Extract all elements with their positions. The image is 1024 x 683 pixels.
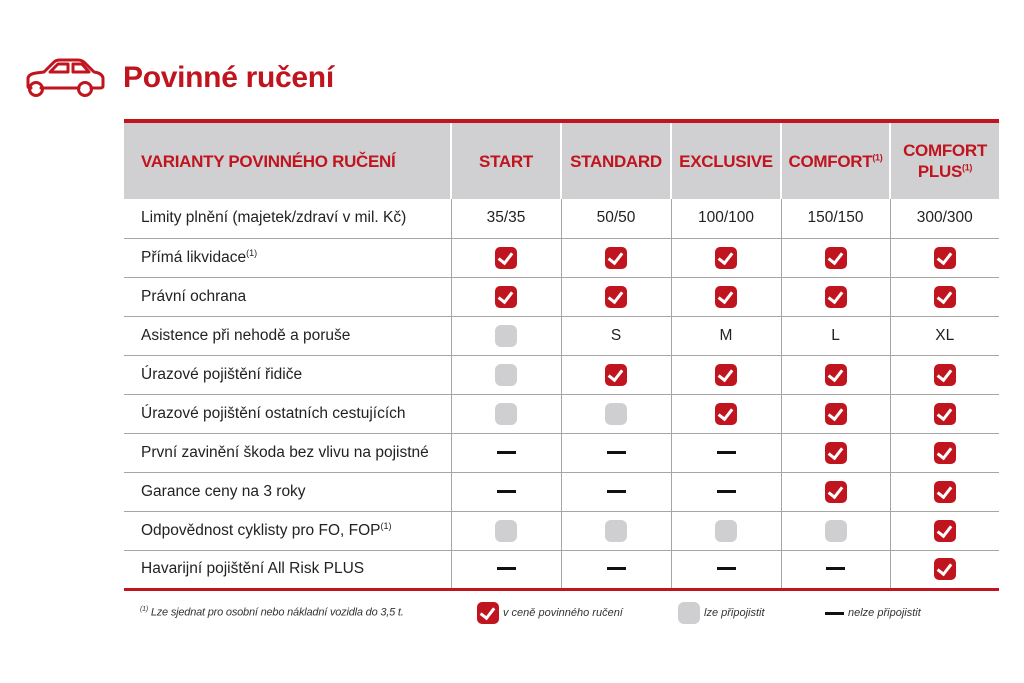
- table-footer: [0, 598, 1024, 628]
- check-icon: [934, 364, 956, 386]
- cell-comfort: [781, 433, 890, 472]
- cell-comfort-plus: [890, 394, 999, 433]
- cell-exclusive: [671, 472, 781, 511]
- cell-standard: [561, 277, 671, 316]
- cell-comfort: [781, 355, 890, 394]
- cell-standard: [561, 511, 671, 550]
- cell-exclusive: [671, 355, 781, 394]
- legend-optional-label: lze připojistit: [704, 607, 765, 619]
- cell-standard: [561, 472, 671, 511]
- legend-optional: [678, 598, 765, 628]
- check-icon: [934, 520, 956, 542]
- optional-square-icon: [495, 403, 517, 425]
- table-row: [124, 472, 999, 511]
- check-icon: [495, 247, 517, 269]
- check-icon: [605, 364, 627, 386]
- cell-start: 35/35: [451, 199, 561, 238]
- check-icon: [477, 602, 499, 624]
- table-row: [124, 355, 999, 394]
- table-row: [124, 199, 999, 238]
- check-icon: [934, 403, 956, 425]
- cell-start: [451, 238, 561, 277]
- cell-comfort: [781, 550, 890, 589]
- check-icon: [715, 247, 737, 269]
- check-icon: [934, 247, 956, 269]
- cell-comfort: [781, 472, 890, 511]
- legend-included-label: v ceně povinného ručení: [503, 607, 623, 619]
- table-row: [124, 277, 999, 316]
- optional-square-icon: [495, 325, 517, 347]
- page-title: Povinné ručení: [123, 61, 334, 94]
- dash-icon: [497, 451, 516, 454]
- row-label: Přímá likvidace$^{(1)}$: [124, 238, 451, 277]
- cell-start: [451, 511, 561, 550]
- row-label: Garance ceny na 3 roky: [124, 472, 451, 511]
- cell-comfort-plus: XL: [890, 316, 999, 355]
- cell-comfort-plus: [890, 355, 999, 394]
- table-row: [124, 238, 999, 277]
- cell-start: [451, 550, 561, 589]
- cell-comfort: [781, 277, 890, 316]
- row-label: Asistence při nehodě a poruše: [124, 316, 451, 355]
- column-header-comfort: COMFORT$^{(1)}$: [781, 121, 890, 199]
- row-label: Úrazové pojištění ostatních cestujících: [124, 394, 451, 433]
- dash-icon: [497, 490, 516, 493]
- optional-square-icon: [605, 520, 627, 542]
- cell-comfort-plus: 300/300: [890, 199, 999, 238]
- cell-comfort: [781, 238, 890, 277]
- cell-comfort: L: [781, 316, 890, 355]
- cell-comfort-plus: [890, 511, 999, 550]
- cell-start: [451, 472, 561, 511]
- dash-icon: [717, 567, 736, 570]
- cell-comfort-plus: [890, 550, 999, 589]
- cell-exclusive: [671, 550, 781, 589]
- optional-square-icon: [678, 602, 700, 624]
- variants-table: [124, 119, 999, 591]
- cell-comfort-plus: [890, 472, 999, 511]
- check-icon: [934, 558, 956, 580]
- column-header-exclusive: EXCLUSIVE: [671, 121, 781, 199]
- table-row: [124, 316, 999, 355]
- cell-exclusive: 100/100: [671, 199, 781, 238]
- table-row: [124, 550, 999, 589]
- dash-icon: [717, 490, 736, 493]
- cell-standard: [561, 433, 671, 472]
- dash-icon: [825, 612, 844, 615]
- check-icon: [605, 247, 627, 269]
- optional-square-icon: [495, 364, 517, 386]
- check-icon: [934, 286, 956, 308]
- table-row: [124, 433, 999, 472]
- legend-included: [477, 598, 623, 628]
- optional-square-icon: [605, 403, 627, 425]
- column-header-variants: VARIANTY POVINNÉHO RUČENÍ: [124, 121, 451, 199]
- cell-comfort-plus: [890, 433, 999, 472]
- check-icon: [825, 364, 847, 386]
- cell-exclusive: [671, 511, 781, 550]
- optional-square-icon: [715, 520, 737, 542]
- cell-comfort-plus: [890, 277, 999, 316]
- row-label: Úrazové pojištění řidiče: [124, 355, 451, 394]
- check-icon: [825, 247, 847, 269]
- variants-table-wrap: [124, 119, 999, 591]
- row-label: Havarijní pojištění All Risk PLUS: [124, 550, 451, 589]
- cell-comfort: 150/150: [781, 199, 890, 238]
- footnote: $^{(1)}$ Lze sjednat pro osobní nebo nákladní vozidla do 3,5 t.: [140, 606, 404, 619]
- column-header-start: START: [451, 121, 561, 199]
- optional-square-icon: [825, 520, 847, 542]
- row-label: Odpovědnost cyklisty pro FO, FOP$^{(1)}$: [124, 511, 451, 550]
- optional-square-icon: [495, 520, 517, 542]
- cell-start: [451, 433, 561, 472]
- check-icon: [715, 364, 737, 386]
- dash-icon: [717, 451, 736, 454]
- check-icon: [825, 286, 847, 308]
- check-icon: [605, 286, 627, 308]
- dash-icon: [826, 567, 845, 570]
- cell-start: [451, 355, 561, 394]
- car-icon: [24, 56, 106, 100]
- check-icon: [934, 481, 956, 503]
- cell-standard: [561, 394, 671, 433]
- cell-standard: [561, 238, 671, 277]
- dash-icon: [497, 567, 516, 570]
- dash-icon: [607, 567, 626, 570]
- cell-start: [451, 277, 561, 316]
- cell-comfort: [781, 511, 890, 550]
- table-row: [124, 394, 999, 433]
- row-label: Limity plnění (majetek/zdraví v mil. Kč): [141, 209, 407, 227]
- dash-icon: [607, 451, 626, 454]
- check-icon: [825, 442, 847, 464]
- check-icon: [495, 286, 517, 308]
- cell-exclusive: [671, 238, 781, 277]
- check-icon: [715, 286, 737, 308]
- row-label: Právní ochrana: [124, 277, 451, 316]
- table-row: [124, 511, 999, 550]
- table-header-row: [124, 121, 999, 199]
- cell-comfort-plus: [890, 238, 999, 277]
- cell-start: [451, 316, 561, 355]
- cell-exclusive: M: [671, 316, 781, 355]
- check-icon: [825, 403, 847, 425]
- cell-standard: [561, 550, 671, 589]
- row-label: První zavinění škoda bez vlivu na pojistné: [124, 433, 451, 472]
- cell-exclusive: [671, 277, 781, 316]
- dash-icon: [607, 490, 626, 493]
- cell-standard: 50/50: [561, 199, 671, 238]
- cell-exclusive: [671, 394, 781, 433]
- cell-standard: S: [561, 316, 671, 355]
- legend-none-label: nelze připojistit: [848, 607, 921, 619]
- check-icon: [934, 442, 956, 464]
- cell-start: [451, 394, 561, 433]
- page-header: [24, 56, 334, 100]
- cell-comfort: [781, 394, 890, 433]
- column-header-comfort-plus: COMFORT PLUS$^{(1)}$: [890, 121, 999, 199]
- column-header-standard: STANDARD: [561, 121, 671, 199]
- cell-exclusive: [671, 433, 781, 472]
- check-icon: [825, 481, 847, 503]
- cell-standard: [561, 355, 671, 394]
- legend-none: [825, 598, 921, 628]
- check-icon: [715, 403, 737, 425]
